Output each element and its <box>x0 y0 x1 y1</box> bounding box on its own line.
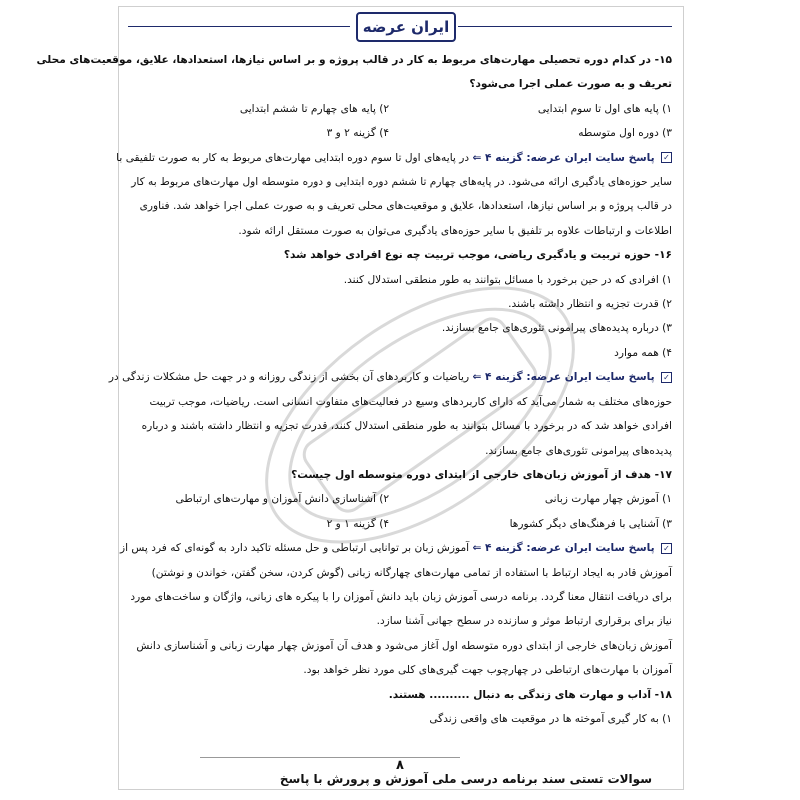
question-17-options-row-2 <box>128 512 672 536</box>
brand-logo <box>356 12 456 42</box>
checkbox-icon: ✓ <box>661 372 672 383</box>
question-16-answer-label: پاسخ سایت ایران عرضه: گزینه ۴ ⇐ <box>472 371 655 384</box>
question-17-answer-text: آموزش زبان بر توانایی ارتباطی و حل مسئله تاکید دارد به گونه‌ای که فرد پس از <box>120 542 470 555</box>
question-17-answer-line-2: آموزش قادر به ایجاد ارتباط با استفاده از تمامی مهارت‌های چهارگانه زبانی (گوش کردن، سخن گفتن، خواندن و نوشتن) <box>151 566 672 579</box>
question-17-answer-line-1 <box>120 536 672 560</box>
checkbox-icon: ✓ <box>661 152 672 163</box>
question-17-option-2: ۲) آشناسازی دانش آموزان و مهارت‌های ارتباطی <box>175 493 390 506</box>
question-17-answer-line-6: آموزان با مهارت‌های ارتباطی در چهارچوب جهت گیری‌های کلی مورد نظر خواهد بود. <box>303 664 672 677</box>
question-17-title: ۱۷- هدف از آموزش زبان‌های خارجی از ابتدای دوره متوسطه اول چیست؟ <box>291 468 672 481</box>
question-15-title-line-1: ۱۵- در کدام دوره تحصیلی مهارت‌های مربوط به کار در قالب پروژه و بر اساس نیازها، استعدادها، علایق، موقعیت‌های محلی <box>36 54 672 66</box>
question-15-option-3: ۳) دوره اول متوسطه <box>578 127 672 140</box>
question-18-option-1: ۱) به کار گیری آموخته ها در موقعیت های واقعی زندگی <box>429 712 672 725</box>
question-16-option-2: ۲) قدرت تجزیه و انتظار داشته باشند. <box>508 298 672 311</box>
question-17-option-3: ۳) آشنایی با فرهنگ‌های دیگر کشورها <box>509 517 672 530</box>
question-17-answer-line-3: برای دریافت انتقال معنا گردد. برنامه درسی آموزش زبان باید دانش آموزان را با پیکره های زبانی، واژگان و ساخت‌های مورد <box>130 590 672 603</box>
question-15-option-1: ۱) پایه های اول تا سوم ابتدایی <box>537 102 672 115</box>
question-16-answer-line-4: پدیده‌های پیرامونی تئوری‌های جامع بسازند. <box>485 444 672 457</box>
footer-title: سوالات تستی سند برنامه درسی ملی آموزش و پرورش با پاسخ <box>279 772 652 786</box>
question-17-answer-line-5: آموزش زبان‌های خارجی از ابتدای دوره متوسطه اول آغاز می‌شود و هدف آن آموزش چهار مهارت زبانی و آشناسازی دانش <box>136 639 672 652</box>
question-15-option-4: ۴) گزینه ۲ و ۳ <box>326 127 390 140</box>
question-15-answer-label: پاسخ سایت ایران عرضه: گزینه ۴ ⇐ <box>472 151 655 164</box>
question-15-answer-text: در پایه‌های اول تا سوم دوره ابتدایی مهارت‌های مربوط به کار به صورت تلفیقی با <box>116 151 470 164</box>
footer-rule <box>200 757 460 758</box>
question-15-title-line-2: تعریف و به صورت عملی اجرا می‌شود؟ <box>469 78 672 91</box>
question-16-answer-line-2: حوزه‌های مختلف به شمار می‌آید که دارای کاربردهای وسیع در فعالیت‌های متفاوت انسانی است. ریاضیات، موجب تربیت <box>149 395 672 408</box>
checkbox-icon: ✓ <box>661 543 672 554</box>
question-15-options-row-2 <box>128 121 672 145</box>
question-15-answer-line-4: اطلاعات و ارتباطات علاوه بر تلفیق با سایر حوزه‌های یادگیری می‌توان به صورت مستقل ارائه شود. <box>238 224 672 237</box>
question-15-options-row-1 <box>128 97 672 121</box>
question-17-answer-line-4: نیاز برای برقراری ارتباط موثر و سازنده در سطح جهانی آشنا سازد. <box>376 615 672 628</box>
question-17-option-1: ۱) آموزش چهار مهارت زبانی <box>544 493 672 506</box>
question-17-options-row-1 <box>128 487 672 511</box>
questions-body <box>36 48 672 731</box>
question-16-option-3: ۳) درباره پدیده‌های پیرامونی تئوری‌های جامع بسازند. <box>441 322 672 335</box>
question-17-answer-label: پاسخ سایت ایران عرضه: گزینه ۴ ⇐ <box>472 542 655 555</box>
question-15-option-2: ۲) پایه های چهارم تا ششم ابتدایی <box>239 102 390 115</box>
header-rule-right <box>128 26 350 27</box>
logo-text: ایران عرضه <box>362 18 450 36</box>
page-number: ۸ <box>396 758 404 773</box>
question-16-answer-text: ریاضیات و کاربردهای آن بخشی از زندگی روزانه و در جهت حل مشکلات زندگی در <box>108 371 470 384</box>
header-rule-left <box>458 26 672 27</box>
question-15-answer-line-2: سایر حوزه‌های یادگیری ارائه می‌شود. در پایه‌های چهارم تا ششم دوره ابتدایی و دوره متوسطه اول مهارت‌های مربوط به کار <box>131 176 672 189</box>
question-16-option-4: ۴) همه موارد <box>614 346 672 359</box>
question-15-answer-line-3: در قالب پروژه و بر اساس نیازها، استعدادها، علایق و موقعیت‌های محلی تعریف و به صورت عملی اجرا خواهد شد. فناوری <box>139 200 672 213</box>
question-17-option-4: ۴) گزینه ۱ و ۲ <box>326 517 390 530</box>
question-16-title: ۱۶- حوزه تربیت و یادگیری ریاضی، موجب تربیت چه نوع افرادی خواهد شد؟ <box>283 249 672 262</box>
question-16-answer-line-1 <box>108 365 672 389</box>
question-15-answer-line-1 <box>116 146 672 170</box>
question-16-answer-line-3: افرادی خواهد شد که در برخورد با مسائل بتوانند به طور منطقی استدلال کنند، قدرت تجزیه و انتظار داشته باشند و درباره <box>141 420 672 433</box>
question-18-title: ۱۸- آداب و مهارت های زندگی به دنبال .......... هستند. <box>388 688 672 701</box>
question-16-option-1: ۱) افرادی که در حین برخورد با مسائل بتوانند به طور منطقی استدلال کنند. <box>343 273 672 286</box>
